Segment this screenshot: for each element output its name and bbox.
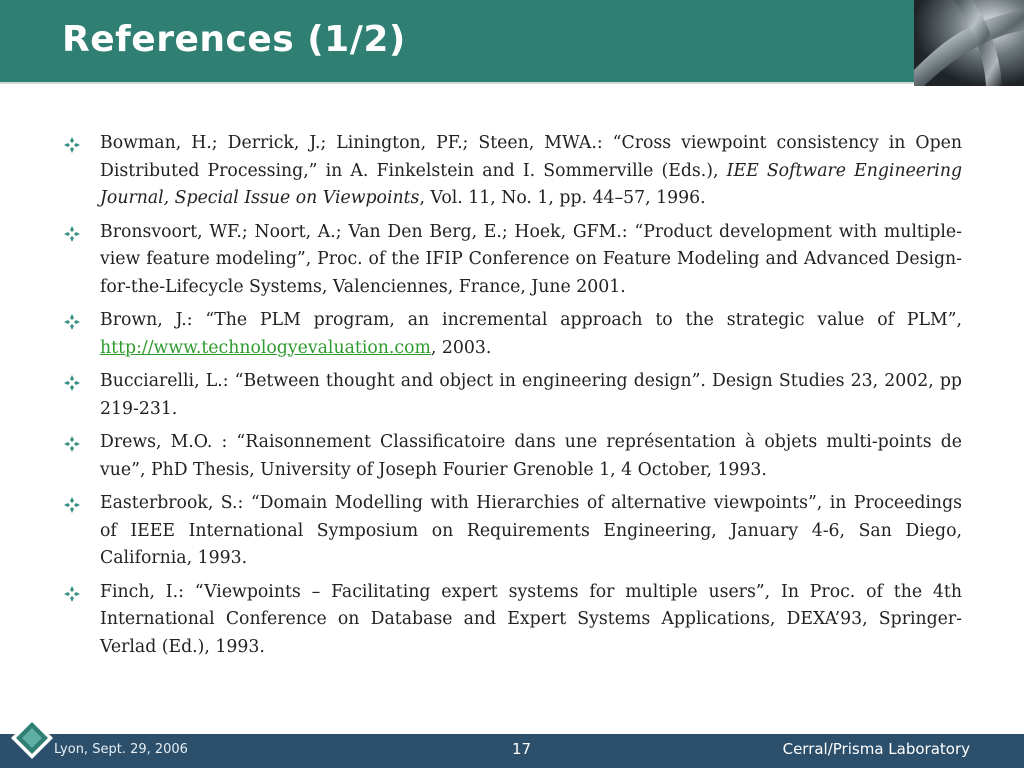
list-item: Easterbrook, S.: “Domain Modelling with Hierarchies of alternative viewpoints”, in Proceedings of IEEE International Symposium on Requirements Engineering, January 4-6, San Diego, California, 1993. xyxy=(64,490,962,573)
diamond-bullet-icon xyxy=(64,226,80,242)
list-item: Finch, I.: “Viewpoints – Facilitating expert systems for multiple users”, In Proc. of the 4th International Conference on Database and Expert Systems Applications, DEXA’93, Springer-Verlad (Ed.), 1993. xyxy=(64,579,962,662)
diamond-bullet-icon xyxy=(64,586,80,602)
diamond-bullet-icon xyxy=(64,314,80,330)
diamond-bullet-icon xyxy=(64,436,80,452)
footer-date-location: Lyon, Sept. 29, 2006 xyxy=(54,742,188,757)
footer-organization: Cerral/Prisma Laboratory xyxy=(782,740,970,758)
footer-bar xyxy=(0,734,1024,768)
title-bar xyxy=(0,0,1024,84)
slide-title: References (1/2) xyxy=(62,19,406,60)
reference-list xyxy=(64,130,962,667)
list-item: Bowman, H.; Derrick, J.; Linington, PF.; Steen, MWA.: “Cross viewpoint consistency in Open Distributed Processing,” in A. Finkelstein and I. Sommerville (Eds.), IEE Software Engineering Journal, Special Issue on Viewpoints, Vol. 11, No. 1, pp. 44–57, 1996. xyxy=(64,130,962,213)
diamond-logo-icon xyxy=(10,716,54,760)
list-item: Bucciarelli, L.: “Between thought and object in engineering design”. Design Studies 23, 2002, pp 219-231. xyxy=(64,368,962,423)
diamond-bullet-icon xyxy=(64,137,80,153)
page-number: 17 xyxy=(512,740,532,758)
title-underline xyxy=(0,82,914,84)
diamond-bullet-icon xyxy=(64,375,80,391)
list-item: Brown, J.: “The PLM program, an incremental approach to the strategic value of PLM”, http://www.technologyevaluation.com, 2003. xyxy=(64,307,962,362)
list-item: Bronsvoort, WF.; Noort, A.; Van Den Berg, E.; Hoek, GFM.: “Product development with multiple-view feature modeling”, Proc. of the IFIP Conference on Feature Modeling and Advanced Design-for-the-Lifecycle Systems, Valenciennes, France, June 2001. xyxy=(64,219,962,302)
metallic-logo-art xyxy=(914,0,1024,86)
diamond-bullet-icon xyxy=(64,497,80,513)
list-item: Drews, M.O. : “Raisonnement Classificatoire dans une représentation à objets multi-points de vue”, PhD Thesis, University of Joseph Fourier Grenoble 1, 4 October, 1993. xyxy=(64,429,962,484)
reference-link[interactable]: http://www.technologyevaluation.com xyxy=(100,337,431,358)
